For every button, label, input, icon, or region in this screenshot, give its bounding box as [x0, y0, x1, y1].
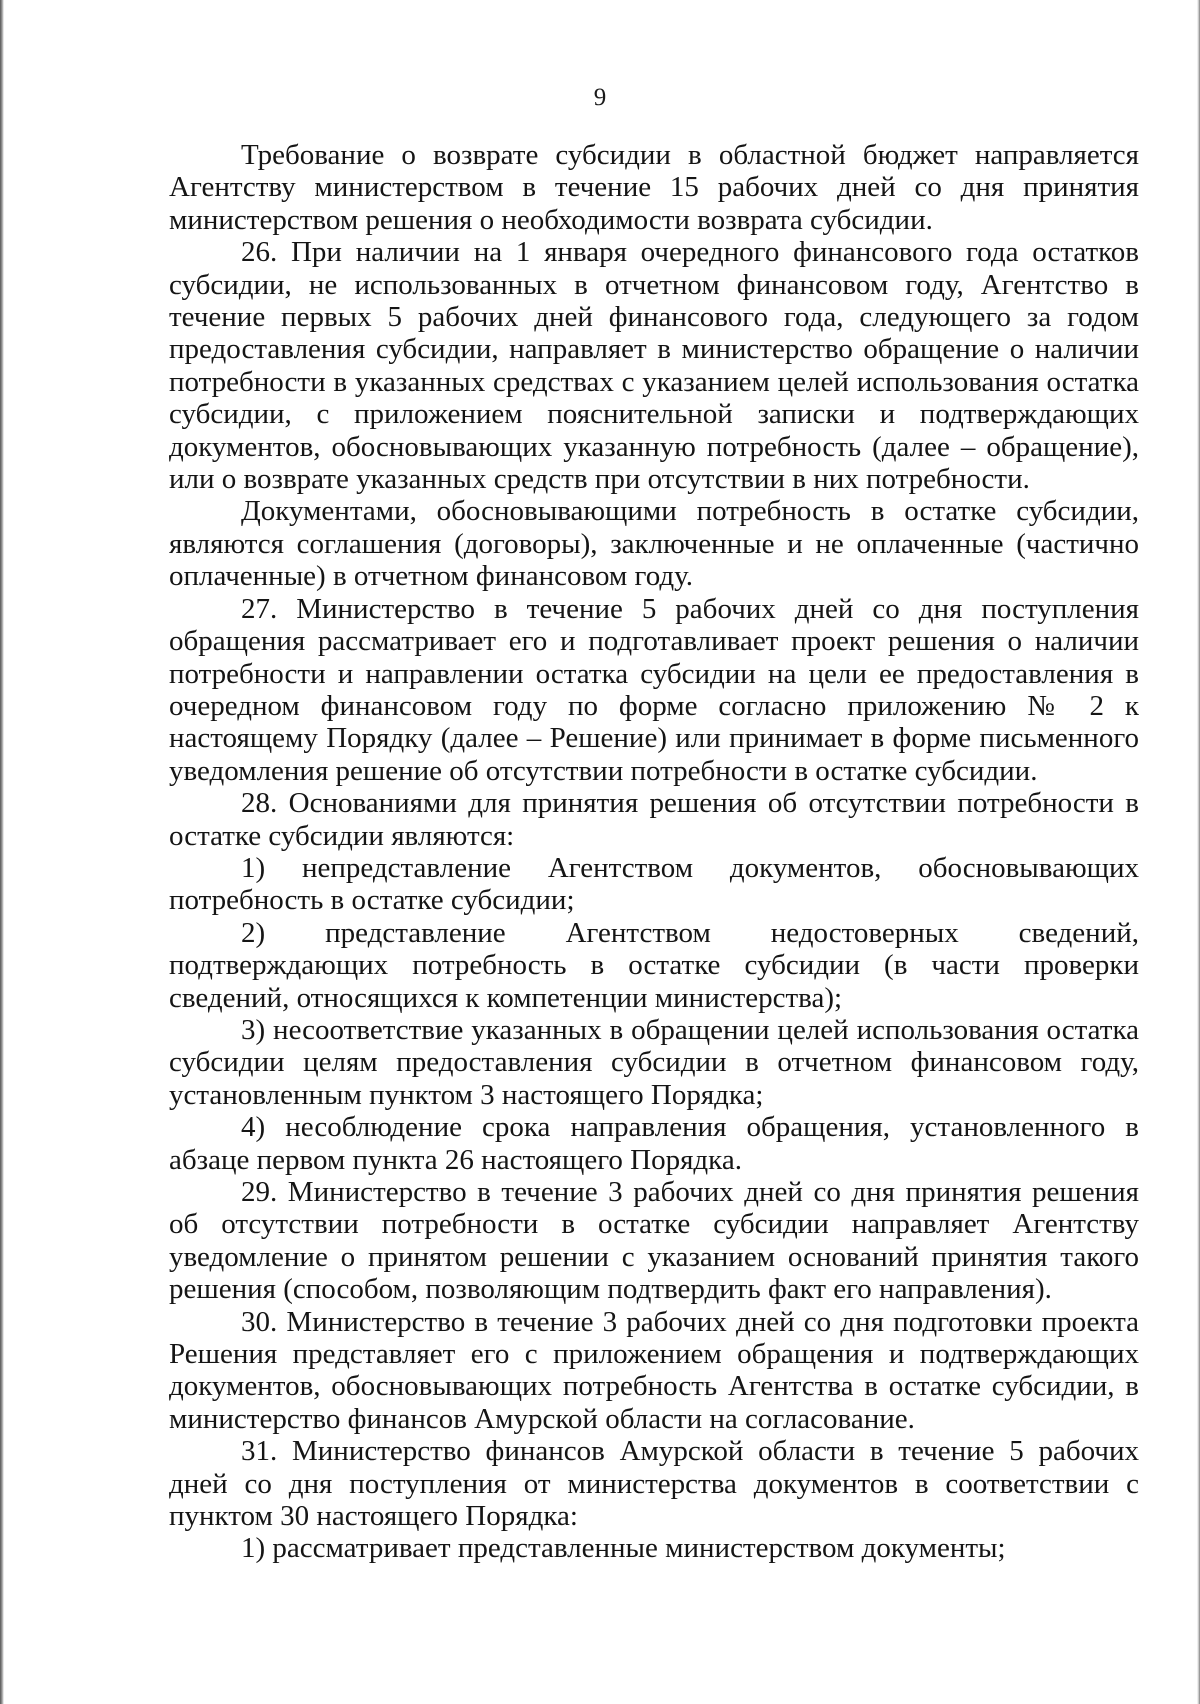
paragraph-item-28-4: 4) несоблюдение срока направления обращения, установленного в абзаце первом пункта 26 настоящего Порядка. [169, 1111, 1139, 1176]
document-body [169, 139, 1139, 1565]
paragraph-item-31-1: 1) рассматривает представленные министерством документы; [241, 1532, 1006, 1565]
paragraph-justifying-documents: Документами, обосновывающими потребность в остатке субсидии, являются соглашения (договоры), заключенные и не оплаченные (частично оплаченные) в отчетном финансовом году. [169, 495, 1139, 593]
page-number: 9 [593, 84, 607, 111]
paragraph-item-30: 30. Министерство в течение 3 рабочих дней со дня подготовки проекта Решения представляет его с приложением обращения и подтверждающих документов, обосновывающих потребность Агентства в остатке субсидии, в министерство финансов Амурской области на согласование. [169, 1305, 1139, 1435]
paragraph-item-28-3: 3) несоответствие указанных в обращении целей использования остатка субсидии целям предоставления субсидии в отчетном финансовом году, установленным пунктом 3 настоящего Порядка; [169, 1013, 1139, 1111]
paragraph-item-27: 27. Министерство в течение 5 рабочих дней со дня поступления обращения рассматривает его и подготавливает проект решения о наличии потребности и направлении остатка субсидии на цели ее предоставления в очередном финансовом году по форме согласно приложению № 2 к настоящему Порядку (далее – Решение) или принимает в форме письменного уведомления решение об отсутствии потребности в остатке субсидии. [169, 592, 1139, 787]
paragraph-item-28-1: 1) непредставление Агентством документов, обосновывающих потребность в остатке субсидии; [169, 851, 1139, 917]
paragraph-item-28-2: 2) представление Агентством недостоверных сведений, подтверждающих потребность в остатке субсидии (в части проверки сведений, относящихся к компетенции министерства); [169, 916, 1139, 1014]
scan-edge-left [0, 0, 4, 1704]
paragraph-item-28: 28. Основаниями для принятия решения об отсутствии потребности в остатке субсидии являются: [169, 787, 1139, 852]
paragraph-refund-requirement: Требование о возврате субсидии в областной бюджет направляется Агентству министерством в течение 15 рабочих дней со дня принятия министерством решения о необходимости возврата субсидии. [169, 139, 1139, 236]
paragraph-item-31: 31. Министерство финансов Амурской области в течение 5 рабочих дней со дня поступления от министерства документов в соответствии с пунктом 30 настоящего Порядка: [169, 1435, 1139, 1533]
paragraph-item-29: 29. Министерство в течение 3 рабочих дней со дня принятия решения об отсутствии потребности в остатке субсидии направляет Агентству уведомление о принятом решении с указанием оснований принятия такого решения (способом, позволяющим подтвердить факт его направления). [169, 1176, 1139, 1306]
paragraph-item-26: 26. При наличии на 1 января очередного финансового года остатков субсидии, не использованных в отчетном финансовом году, Агентство в течение первых 5 рабочих дней финансового года, следующего за годом предоставления субсидии, направляет в министерство обращение о наличии потребности в указанных средствах с указанием целей использования остатка субсидии, с приложением пояснительной записки и подтверждающих документов, обосновывающих указанную потребность (далее – обращение), или о возврате указанных средств при отсутствии в них потребности. [169, 236, 1139, 496]
